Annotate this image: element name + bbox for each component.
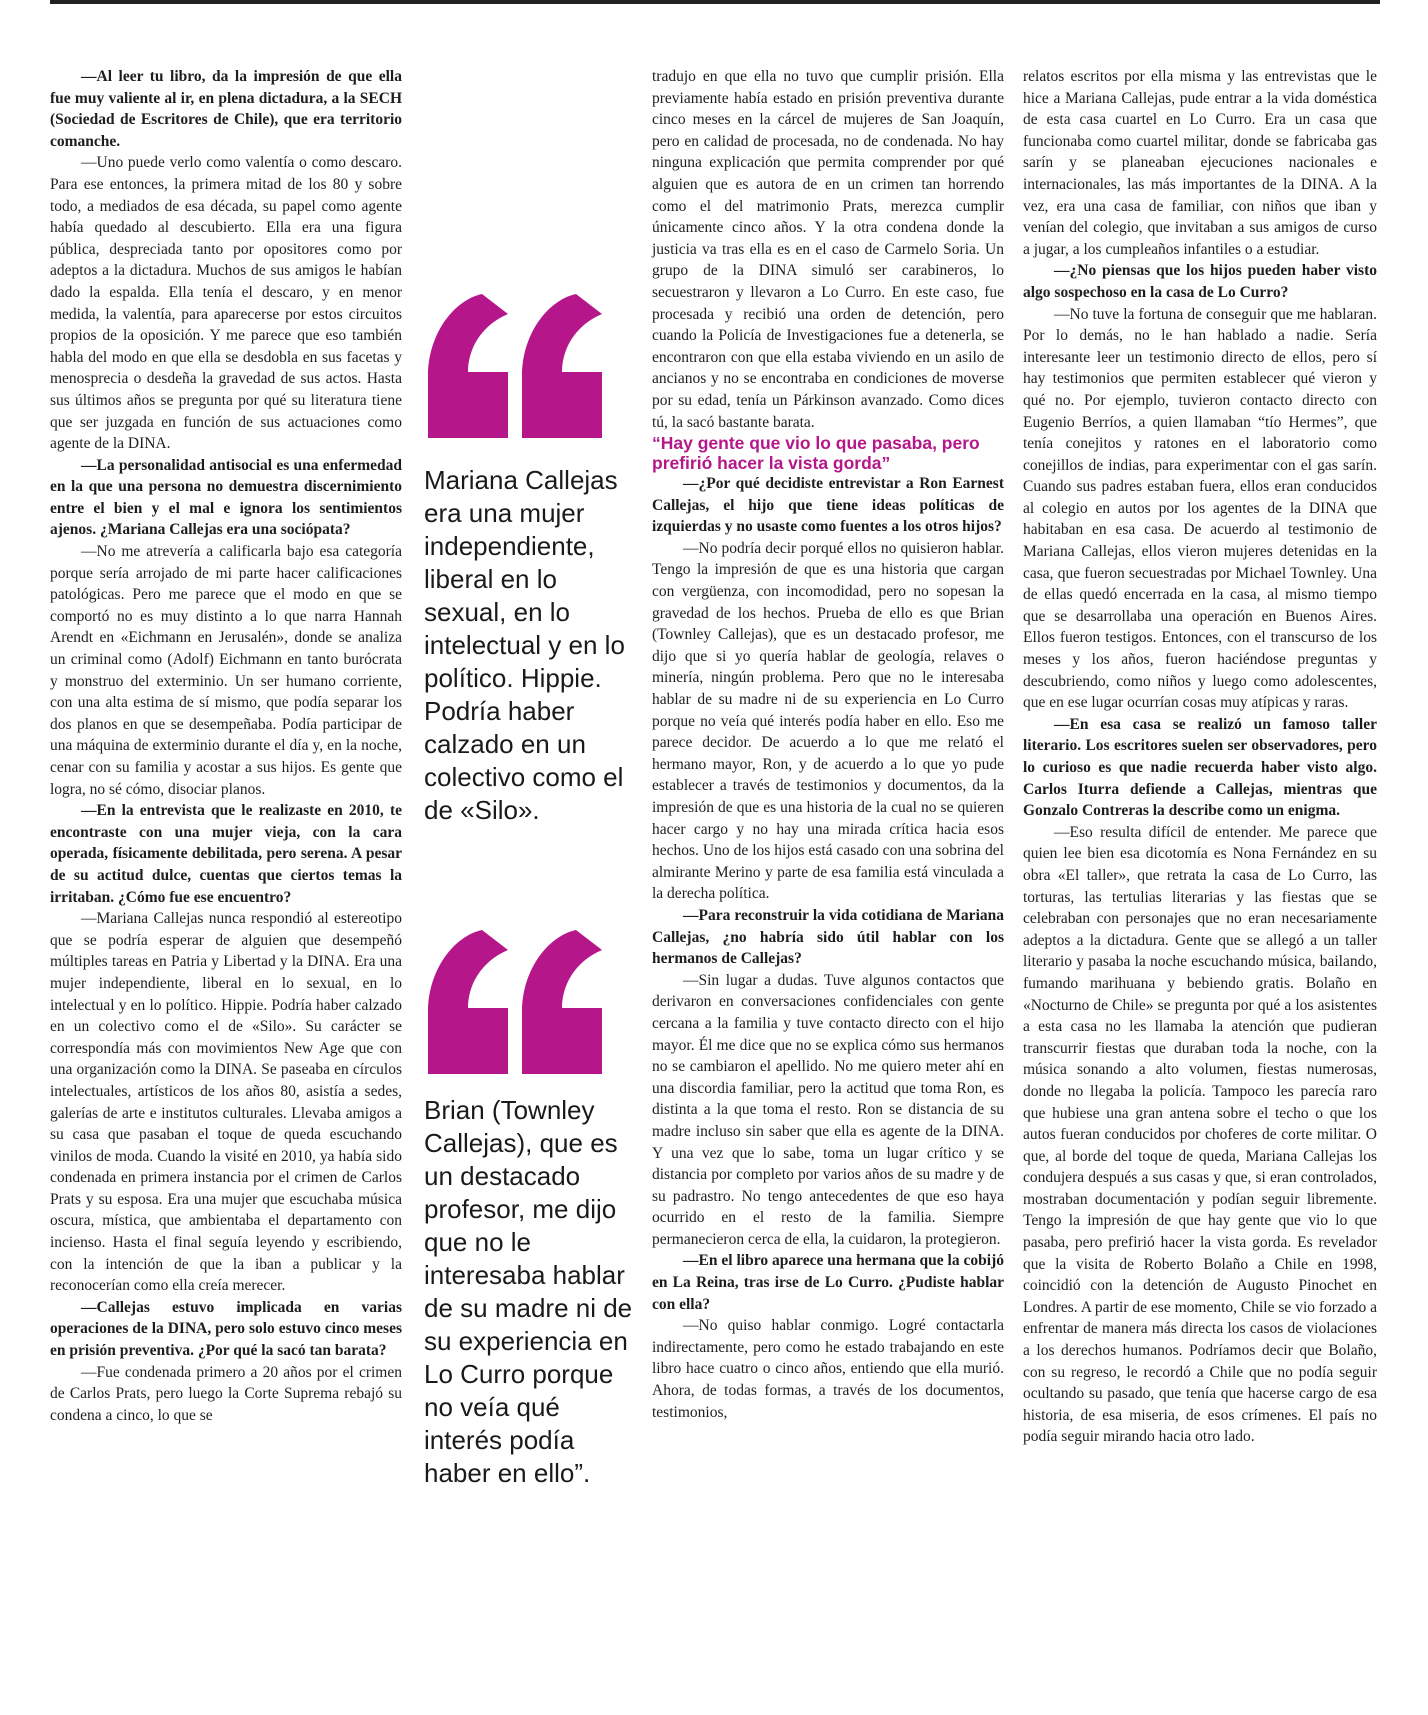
answer-paragraph: —No quiso hablar conmigo. Logré contactarla indirectamente, pero como he estado trabajando en este libro hace cuatro o cinco años, entiendo que ella murió. Ahora, de todas formas, a través de los documentos, testimonios, [652,1317,1004,1421]
question-paragraph: —¿Por qué decidiste entrevistar a Ron Earnest Callejas, el hijo que tiene ideas políticas de izquierdas y no usaste como fuentes a los otros hijos? [652,475,1004,536]
question-paragraph: —¿No piensas que los hijos pueden haber visto algo sospechoso en la casa de Lo Curro? [1023,262,1377,301]
question-paragraph: —En la entrevista que le realizaste en 2010, te encontraste con una mujer vieja, con la cara operada, físicamente debilitada, pero serena. A pesar de su actitud dulce, cuentas que ciertos temas la irritaban. ¿Cómo fue ese encuentro? [50,802,402,906]
answer-paragraph: —Sin lugar a dudas. Tuve algunos contactos que derivaron en conversaciones confidenciales con gente cercana a la familia y tuve contacto directo con el hijo mayor. Él me dice que no se explica cómo sus hermanos no se cambiaron el apellido. No me quiero meter ahí en una discordia familiar, pero la actitud que toma Ron, es distinta a la que toma el resto. Ron se distancia de su madre incluso sin saber que ella es agente de la DINA. Y una vez que lo sabe, toma un lugar crítico y se distancia por completo por varios años de su madre y de su padrastro. No tengo antecedentes de que eso haya ocurrido en el resto de la familia. Siempre permanecieron cerca de ella, la cuidaron, la protegieron. [652,971,1004,1248]
answer-paragraph: —No podría decir porqué ellos no quisieron hablar. Tengo la impresión de que es una historia que cargan con vergüenza, con incomodidad, pero no sopesan la gravedad de los hechos. Prueba de ello es que Brian (Townley Callejas), que es un destacado profesor, me dijo que si yo quería hablar de geología, relaves o minería, ningún problema. Pero que no le interesaba hablar de su madre ni de su experiencia en Lo Curro porque no veía qué interés podía haber en ello. Eso me parece decidor. De acuerdo a lo que me relató el hermano mayor, Ron, y de acuerdo a lo que yo pude establecer a través de testimonios y documentos, da la impresión de que es una historia de la cual no se quieren hacer cargo y no hay una mirada crítica hacia esos hechos. Uno de los hijos está casado con una sobrina del almirante Merino y parte de esa familia está vinculada a la derecha política. [652,539,1004,903]
question-paragraph: —Para reconstruir la vida cotidiana de Mariana Callejas, ¿no habría sido útil hablar con los hermanos de Callejas? [652,906,1004,968]
question-paragraph: —En esa casa se realizó un famoso taller literario. Los escritores suelen ser observadores, pero lo curioso es que nadie recuerda haber visto algo. Carlos Iturra defiende a Callejas, mientras que Gonzalo Contreras la describe como un enigma. [1023,715,1377,820]
article-column-4 [1023,66,1377,1448]
question-paragraph: —Al leer tu libro, da la impresión de que ella fue muy valiente al ir, en plena dictadura, a la SECH (Sociedad de Escritores de Chile), que era territorio comanche. [50,68,402,150]
answer-paragraph: —Fue condenada primero a 20 años por el crimen de Carlos Prats, pero luego la Corte Suprema rebajó su condena a cinco, lo que se [50,1363,402,1424]
top-rule [50,0,1380,4]
section-subheading: “Hay gente que vio lo que pasaba, pero prefirió hacer la vista gorda” [652,433,980,474]
answer-paragraph: —No me atrevería a calificarla bajo esa categoría porque sería arrojado de mi parte hacer calificaciones patológicas. Pero me parece que el modo en que se comportó no es muy distinto a lo que narra Hannah Arendt en «Eichmann en Jerusalén», donde se analiza un criminal como (Adolf) Eichmann en tanto burócrata y monstruo del exterminio. Un ser humano corriente, con una alta estima de sí mismo, que podía separar los dos planos en que se desempeñaba. Podía participar de una máquina de exterminio durante el día y, en la noche, cenar con su familia y acostar a sus hijos. Es gente que logra, no sé cómo, disociar planos. [50,543,402,798]
quote-mark-icon [424,292,614,442]
answer-paragraph: —No tuve la fortuna de conseguir que me hablaran. Por lo demás, no le han hablado a nadie. Sería interesante leer un testimonio directo de ellos, pero sí hay testimonios que permiten establecer qué vieron y qué no. Por ejemplo, tuvieron contacto directo con Eugenio Berríos, a quien llamaban “tío Hermes”, que tenía conejitos y ratones en el laboratorio como conejillos de indias, para experimentar con el gas sarín. Cuando sus padres estaban fuera, ellos eran conducidos al colegio en autos por los agentes de la DINA que habitaban en esa casa. De acuerdo al testimonio de Mariana Callejas, ellos vieron mujeres detenidas en la casa, que fueron secuestradas por Michael Townley. Una de ellas quedó encerrada en la casa, al mismo tiempo que se desarrollaba una operación en Buenos Aires. Ellos fueron testigos. Entonces, con el transcurso de los meses y los años, fueron haciéndose preguntas y descubriendo, como niños y luego como adolescentes, que en ese lugar ocurrían cosas muy atípicas y raras. [1023,305,1377,712]
answer-paragraph: —Eso resulta difícil de entender. Me parece que quien lee bien esa dicotomía es Nona Fernández en su obra «El taller», que retrata la casa de Lo Curro, las torturas, las tertulias literarias y las fiestas que se celebraban con personajes que no eran necesariamente adeptos a la dictadura. Gente que se allegó a un taller literario y pasaba la noche escuchando música, bailando, fumando marihuana y bebiendo gratis. Bolaño en «Nocturno de Chile» se pregunta por qué a los asistentes a esta casa no les llamaba la atención que pudieran transcurrir fiestas que duraban toda la noche, con la música sonando a alto volumen, fiestas numerosas, donde no llegaba la policía. Tampoco les parecía raro que hubiese una gran antena sobre el techo o que los autos fueran conducidos por choferes de corte militar. O que, al borde del toque de queda, Mariana Callejas los condujera después a sus casas y que, si eran controlados, mostraban documentación y podían seguir libremente. Tengo la impresión de que hay gente que vio lo que pasaba, pero prefirió hacer la vista gorda. Es revelador que la visita de Roberto Bolaño a Chile en 1998, coincidió con la detención de Augusto Pinochet en Londres. A partir de ese momento, Chile se vio forzado a enfrentar de manera más directa los casos de violaciones a los derechos humanos. Podríamos decir que Bolaño, con su regreso, le recordó a Chile que no podía seguir ocultando su pasado, que tenía que hacerse cargo de esa historia, de esa miseria, de esos crímenes. El país no podía seguir mirando hacia otro lado. [1023,823,1377,1446]
question-paragraph: —Callejas estuvo implicada en varias operaciones de la DINA, pero solo estuvo cinco meses en prisión preventiva. ¿Por qué la sacó tan barata? [50,1298,402,1360]
question-paragraph: —En el libro aparece una hermana que la cobijó en La Reina, tras irse de Lo Curro. ¿Pudiste hablar con ella? [652,1252,1004,1313]
pull-quote-1: Mariana Callejas era una mujer independiente, liberal en lo sexual, en lo intelectual y en lo político. Hippie. Podría haber calzado en un colectivo como el de «Silo». [424,465,625,825]
pull-quote-2: Brian (Townley Callejas), que es un destacado profesor, me dijo que no le interesaba hablar de su madre ni de su experiencia en Lo Curro porque no veía qué interés podía haber en ello”. [424,1095,633,1488]
article-column-1 [50,66,402,1426]
article-column-3 [652,66,1004,1423]
answer-paragraph: —Uno puede verlo como valentía o como descaro. Para ese entonces, la primera mitad de los 80 y sobre todo, a mediados de esa década, su papel como agente había quedado al descubierto. Ella era una figura pública, despreciada tanto por opositores como por adeptos a la dictadura. Muchos de sus amigos le habían dado la espalda. Ella tenía el descaro, y en menor medida, la valentía, para aparecerse por estos circuitos propios de la oposición. Y me parece que eso también habla del modo en que ella se desdobla en sus facetas y menosprecia o desdeña la gravedad de sus actos. Hasta sus últimos años se pregunta por qué su literatura tiene que ser juzgada en función de sus actuaciones como agente de la DINA. [50,154,402,453]
answer-paragraph: —Mariana Callejas nunca respondió al estereotipo que se podría esperar de alguien que desempeñó múltiples tareas en Patria y Libertad y la DINA. Era una mujer independiente, liberal en lo sexual, en lo intelectual y en lo político. Hippie. Podría haber calzado en un colectivo como el de «Silo». Su carácter se correspondía más con movimientos New Age que con una organización como la DINA. Se paseaba en círculos intelectuales, artísticos de los años 80, asistía a sedes, galerías de arte e institutos culturales. Llevaba amigos a su casa que pasaban el toque de queda escuchando vinilos de moda. Cuando la visité en 2010, ya había sido condenada en primera instancia por el crimen de Carlos Prats y su esposa. Era una mujer que escuchaba música oscura, mística, que ambientaba el departamento con incienso. Hasta el final seguía leyendo y escribiendo, con la intención de que la iban a publicar y la reconocerían como ella creía merecer. [50,910,402,1295]
answer-paragraph: tradujo en que ella no tuvo que cumplir prisión. Ella previamente había estado en prisión preventiva durante cinco meses en la cárcel de mujeres de San Joaquín, pero en calidad de procesada, no de condenada. No hay ninguna explicación que permita comprender por qué alguien que es autora de en un crimen tan horrendo como el del matrimonio Prats, merezca cumplir únicamente cinco años. Y la otra condena donde la justicia va tras ella es en el caso de Carmelo Soria. Un grupo de la DINA simuló ser carabineros, lo secuestraron y llevaron a Lo Curro. En este caso, fue procesada y recibió una orden de detención, pero cuando la Policía de Investigaciones fue a detenerla, se encontraron con que ella estaba viviendo en un asilo de ancianos y no se encontraba en condiciones de moverse por su edad, tenía un Párkinson avanzado. Como dices tú, la sacó bastante barata. [652,68,1004,431]
question-paragraph: —La personalidad antisocial es una enfermedad en la que una persona no demuestra discernimiento entre el bien y el mal e ignora los sentimientos ajenos. ¿Mariana Callejas era una sociópata? [50,456,402,539]
answer-paragraph: relatos escritos por ella misma y las entrevistas que le hice a Mariana Callejas, pude entrar a la vida doméstica de esta casa cuartel en Lo Curro. Era un casa que funcionaba como cuartel militar, donde se fabricaba gas sarín y se planeaban ejecuciones nacionales e internacionales, las más importantes de la DINA. A la vez, era una casa de familiar, con niños que iban y venían del colegio, que invitaban a sus amigos de curso a jugar, a los cumpleaños infantiles o a estudiar. [1023,68,1377,258]
quote-mark-icon [424,928,614,1078]
